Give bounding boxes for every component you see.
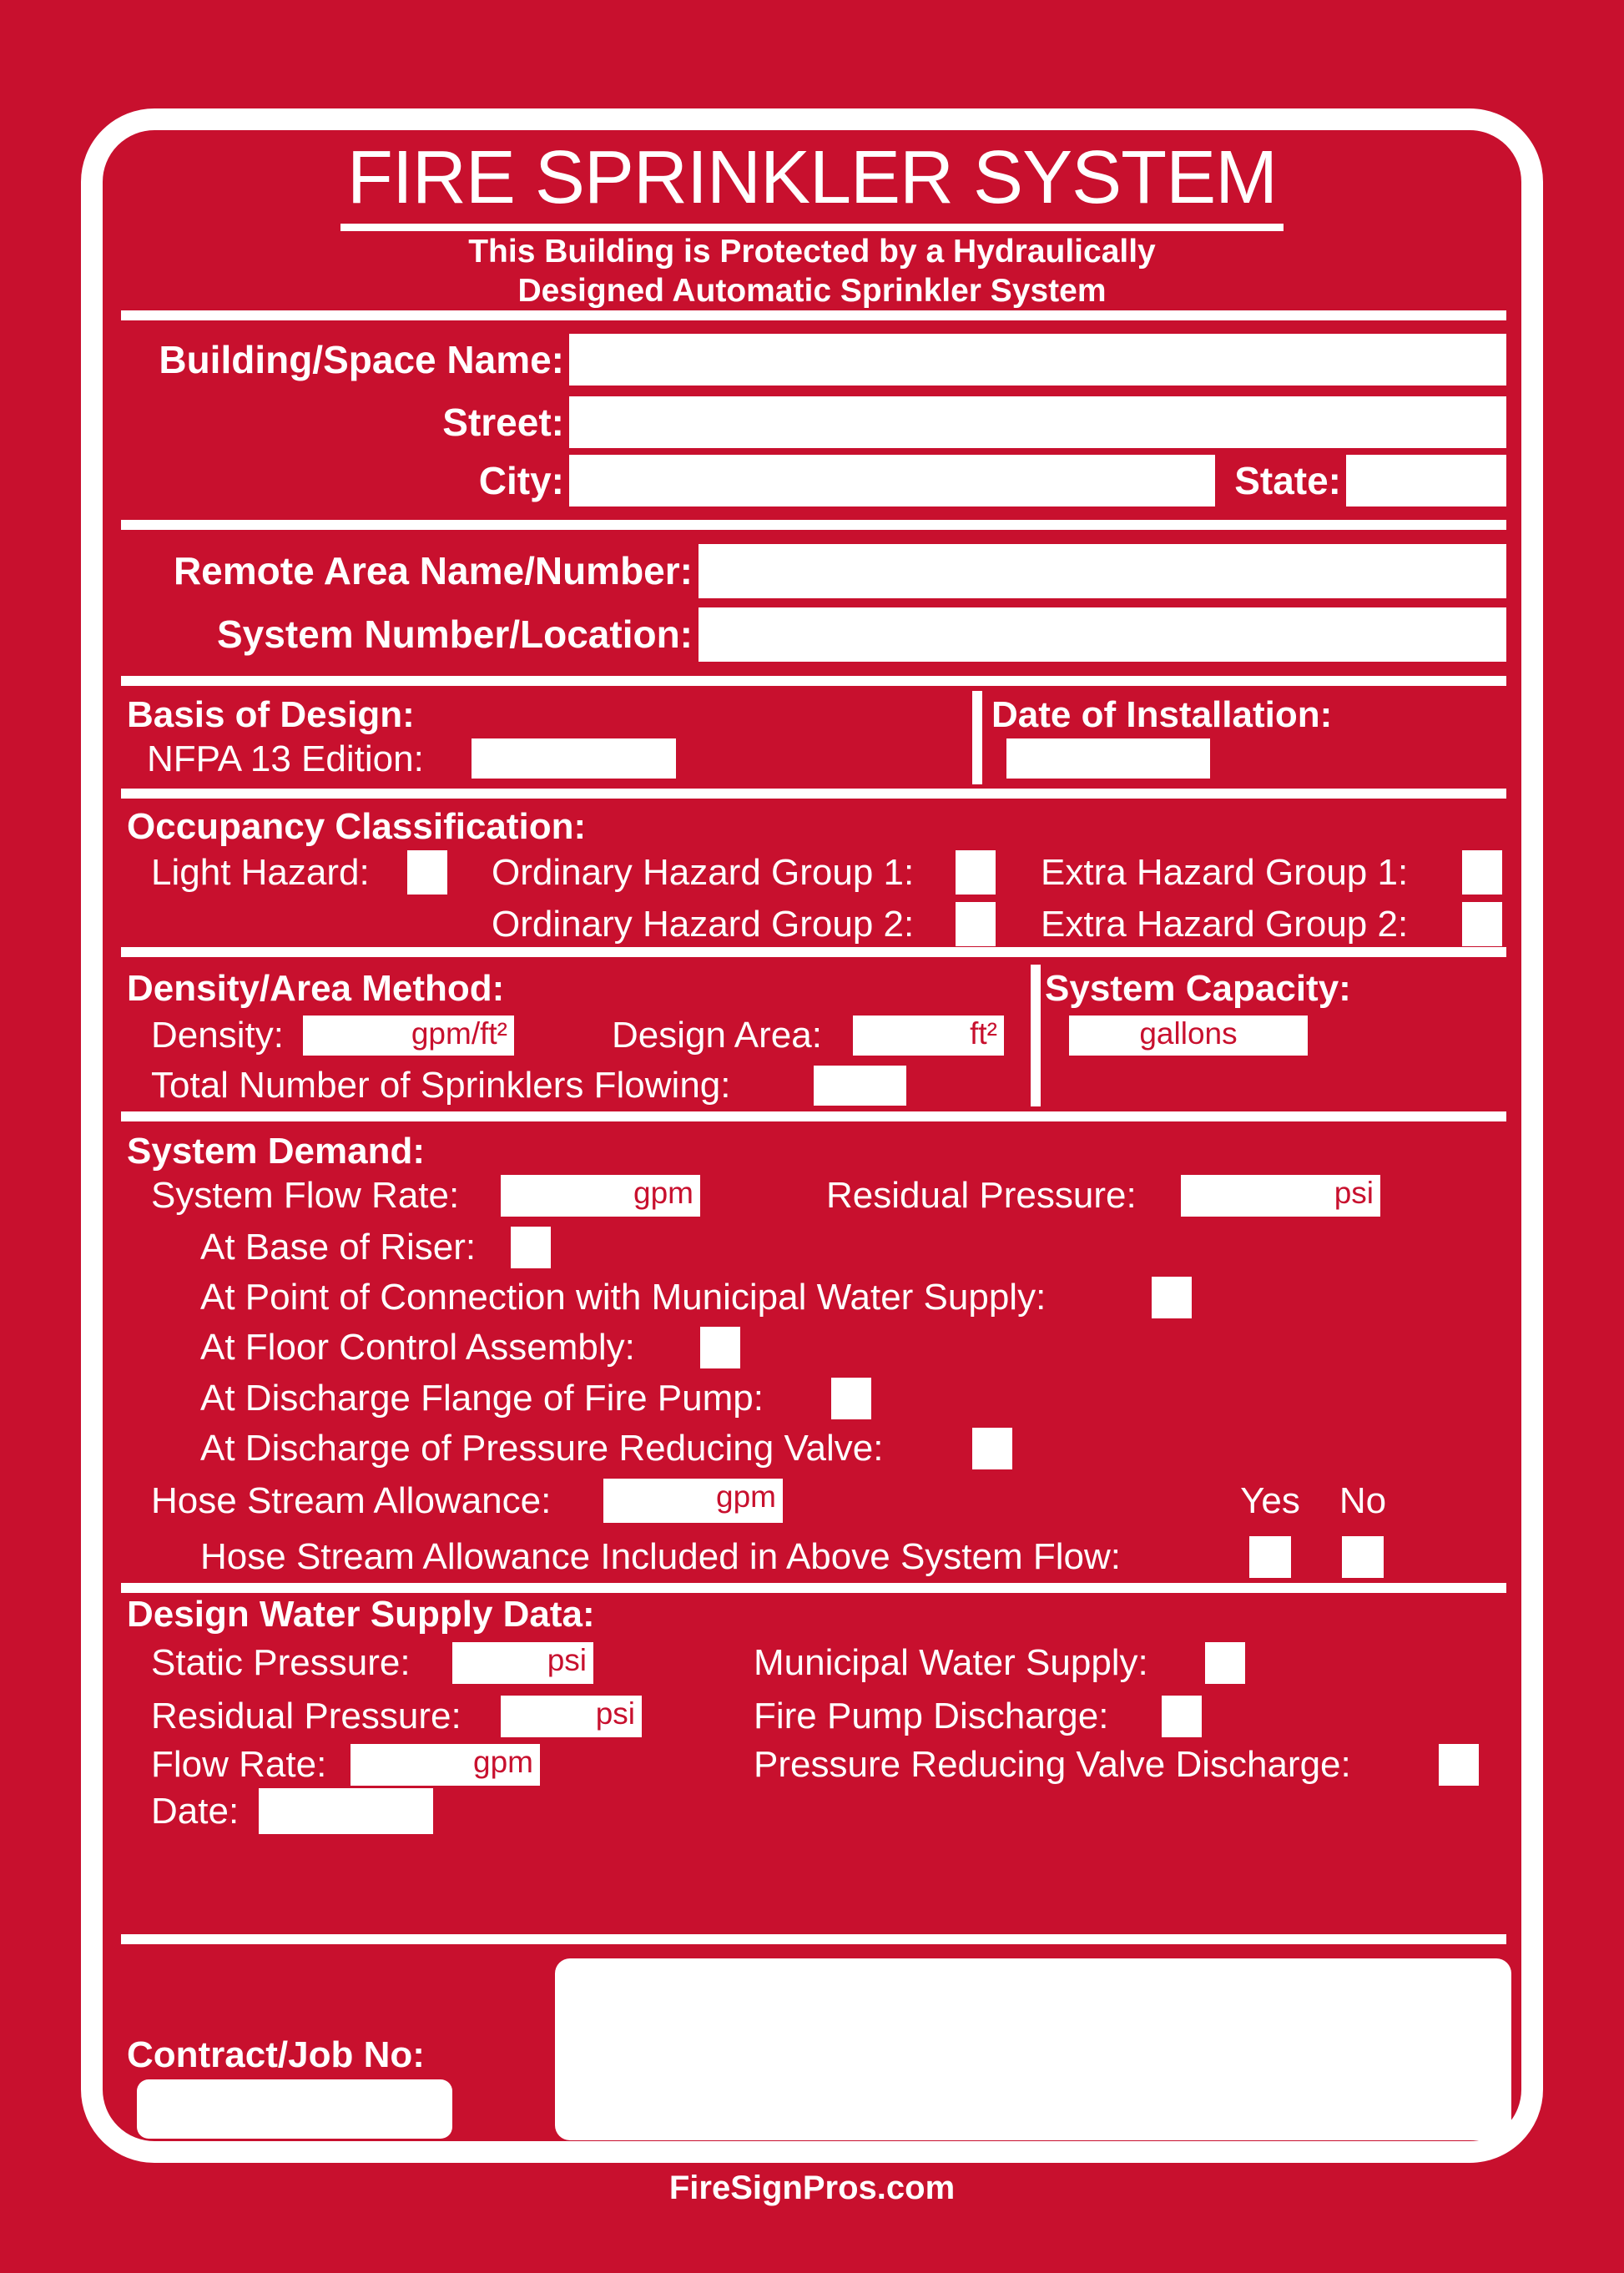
water-date-input[interactable]: [259, 1788, 433, 1834]
ordinary-hazard-group-1-label: Ordinary Hazard Group 1:: [492, 852, 915, 893]
light-hazard-label: Light Hazard:: [151, 852, 370, 893]
residual-pressure-unit: psi: [1334, 1176, 1374, 1210]
installation-date-input[interactable]: [1006, 738, 1210, 779]
contract-job-no-label: Contract/Job No:: [127, 2034, 425, 2075]
water-residual-pressure-unit: psi: [595, 1696, 635, 1731]
divider: [121, 520, 1506, 530]
at-point-of-connection-checkbox[interactable]: [1152, 1277, 1192, 1318]
hose-stream-allowance-input[interactable]: [603, 1479, 783, 1523]
extra-hazard-group-2-checkbox[interactable]: [1462, 902, 1502, 946]
city-input[interactable]: [569, 455, 1215, 507]
municipal-water-supply-checkbox[interactable]: [1205, 1642, 1245, 1684]
page-title: FIRE SPRINKLER SYSTEM: [340, 137, 1284, 231]
at-discharge-flange-checkbox[interactable]: [831, 1378, 871, 1419]
extra-hazard-group-2-label: Extra Hazard Group 2:: [1041, 904, 1409, 945]
system-capacity-input[interactable]: [1069, 1016, 1308, 1056]
system-flow-rate-label: System Flow Rate:: [151, 1175, 460, 1216]
system-flow-rate-unit: gpm: [633, 1176, 693, 1210]
street-label: Street:: [442, 401, 564, 444]
at-discharge-prv-checkbox[interactable]: [972, 1428, 1012, 1469]
divider: [121, 1111, 1506, 1121]
system-capacity-header: System Capacity:: [1045, 968, 1351, 1009]
ordinary-hazard-group-2-checkbox[interactable]: [956, 902, 996, 946]
divider: [121, 947, 1506, 957]
divider: [121, 1583, 1506, 1593]
water-flow-rate-unit: gpm: [473, 1745, 533, 1779]
system-flow-rate-input[interactable]: [501, 1175, 700, 1217]
sprinklers-flowing-input[interactable]: [814, 1066, 906, 1106]
title-block: [103, 137, 1521, 231]
building-name-input[interactable]: [569, 334, 1506, 386]
subtitle: [103, 232, 1521, 310]
occupancy-header: Occupancy Classification:: [127, 806, 587, 847]
sign-panel: [81, 108, 1543, 2163]
street-input[interactable]: [569, 396, 1506, 448]
system-number-input[interactable]: [699, 607, 1506, 662]
at-discharge-prv-label: At Discharge of Pressure Reducing Valve:: [200, 1428, 884, 1469]
water-flow-rate-label: Flow Rate:: [151, 1744, 327, 1785]
hose-stream-allowance-label: Hose Stream Allowance:: [151, 1480, 552, 1521]
static-pressure-unit: psi: [547, 1643, 587, 1677]
prv-discharge-checkbox[interactable]: [1439, 1744, 1479, 1786]
residual-pressure-label: Residual Pressure:: [826, 1175, 1137, 1216]
hose-stream-allowance-unit: gpm: [716, 1479, 776, 1514]
water-residual-pressure-input[interactable]: [501, 1696, 642, 1737]
ordinary-hazard-group-2-label: Ordinary Hazard Group 2:: [492, 904, 915, 945]
at-base-of-riser-checkbox[interactable]: [511, 1227, 551, 1268]
water-date-label: Date:: [151, 1791, 240, 1832]
divider: [121, 676, 1506, 686]
density-unit: gpm/ft²: [411, 1016, 507, 1051]
notes-input[interactable]: [555, 1958, 1511, 2140]
at-floor-control-assembly-label: At Floor Control Assembly:: [200, 1327, 635, 1368]
hose-stream-included-no-checkbox[interactable]: [1342, 1536, 1384, 1578]
ordinary-hazard-group-1-checkbox[interactable]: [956, 850, 996, 895]
basis-of-design-header: Basis of Design:: [127, 694, 415, 735]
date-of-installation-header: Date of Installation:: [991, 694, 1333, 735]
design-area-label: Design Area:: [612, 1015, 822, 1056]
prv-discharge-label: Pressure Reducing Valve Discharge:: [754, 1744, 1351, 1785]
no-label: No: [1339, 1480, 1387, 1521]
fire-pump-discharge-checkbox[interactable]: [1162, 1696, 1202, 1737]
fire-pump-discharge-label: Fire Pump Discharge:: [754, 1696, 1109, 1736]
city-label: City:: [478, 459, 564, 502]
static-pressure-input[interactable]: [452, 1642, 593, 1684]
density-label: Density:: [151, 1015, 284, 1056]
brand-text: FireSignPros.com: [668, 2170, 956, 2206]
water-supply-header: Design Water Supply Data:: [127, 1594, 595, 1635]
hose-stream-included-label: Hose Stream Allowance Included in Above System Flow:: [200, 1536, 1121, 1577]
nfpa-edition-input[interactable]: [472, 738, 676, 779]
divider: [121, 310, 1506, 320]
at-floor-control-assembly-checkbox[interactable]: [700, 1327, 740, 1368]
at-discharge-flange-label: At Discharge Flange of Fire Pump:: [200, 1378, 764, 1419]
remote-area-input[interactable]: [699, 544, 1506, 598]
extra-hazard-group-1-checkbox[interactable]: [1462, 850, 1502, 895]
system-capacity-unit: gallons: [1139, 1016, 1238, 1051]
divider: [121, 1934, 1506, 1944]
residual-pressure-input[interactable]: [1181, 1175, 1380, 1217]
at-base-of-riser-label: At Base of Riser:: [200, 1227, 477, 1268]
design-area-input[interactable]: [853, 1016, 1004, 1056]
municipal-water-supply-label: Municipal Water Supply:: [754, 1642, 1148, 1683]
density-area-header: Density/Area Method:: [127, 968, 505, 1009]
subtitle-line-2: Designed Automatic Sprinkler System: [517, 273, 1107, 309]
system-demand-header: System Demand:: [127, 1131, 426, 1172]
yes-label: Yes: [1240, 1480, 1300, 1521]
sprinklers-flowing-label: Total Number of Sprinklers Flowing:: [151, 1065, 731, 1106]
at-point-of-connection-label: At Point of Connection with Municipal Water Supply:: [200, 1277, 1047, 1318]
nfpa-edition-label: NFPA 13 Edition:: [147, 738, 424, 779]
design-area-unit: ft²: [970, 1016, 997, 1051]
state-label: State:: [1234, 459, 1341, 502]
water-residual-pressure-label: Residual Pressure:: [151, 1696, 461, 1736]
water-flow-rate-input[interactable]: [351, 1744, 540, 1786]
subtitle-line-1: This Building is Protected by a Hydraulically: [468, 234, 1156, 270]
divider: [121, 789, 1506, 799]
state-input[interactable]: [1346, 455, 1506, 507]
building-name-label: Building/Space Name:: [159, 338, 564, 381]
static-pressure-label: Static Pressure:: [151, 1642, 411, 1683]
density-input[interactable]: [303, 1016, 514, 1056]
system-number-label: System Number/Location:: [217, 612, 693, 656]
vertical-divider: [972, 691, 982, 784]
light-hazard-checkbox[interactable]: [407, 850, 447, 895]
contract-job-no-input[interactable]: [137, 2079, 452, 2139]
extra-hazard-group-1-label: Extra Hazard Group 1:: [1041, 852, 1409, 893]
remote-area-label: Remote Area Name/Number:: [173, 549, 693, 592]
hose-stream-included-yes-checkbox[interactable]: [1249, 1536, 1291, 1578]
vertical-divider: [1031, 965, 1041, 1106]
